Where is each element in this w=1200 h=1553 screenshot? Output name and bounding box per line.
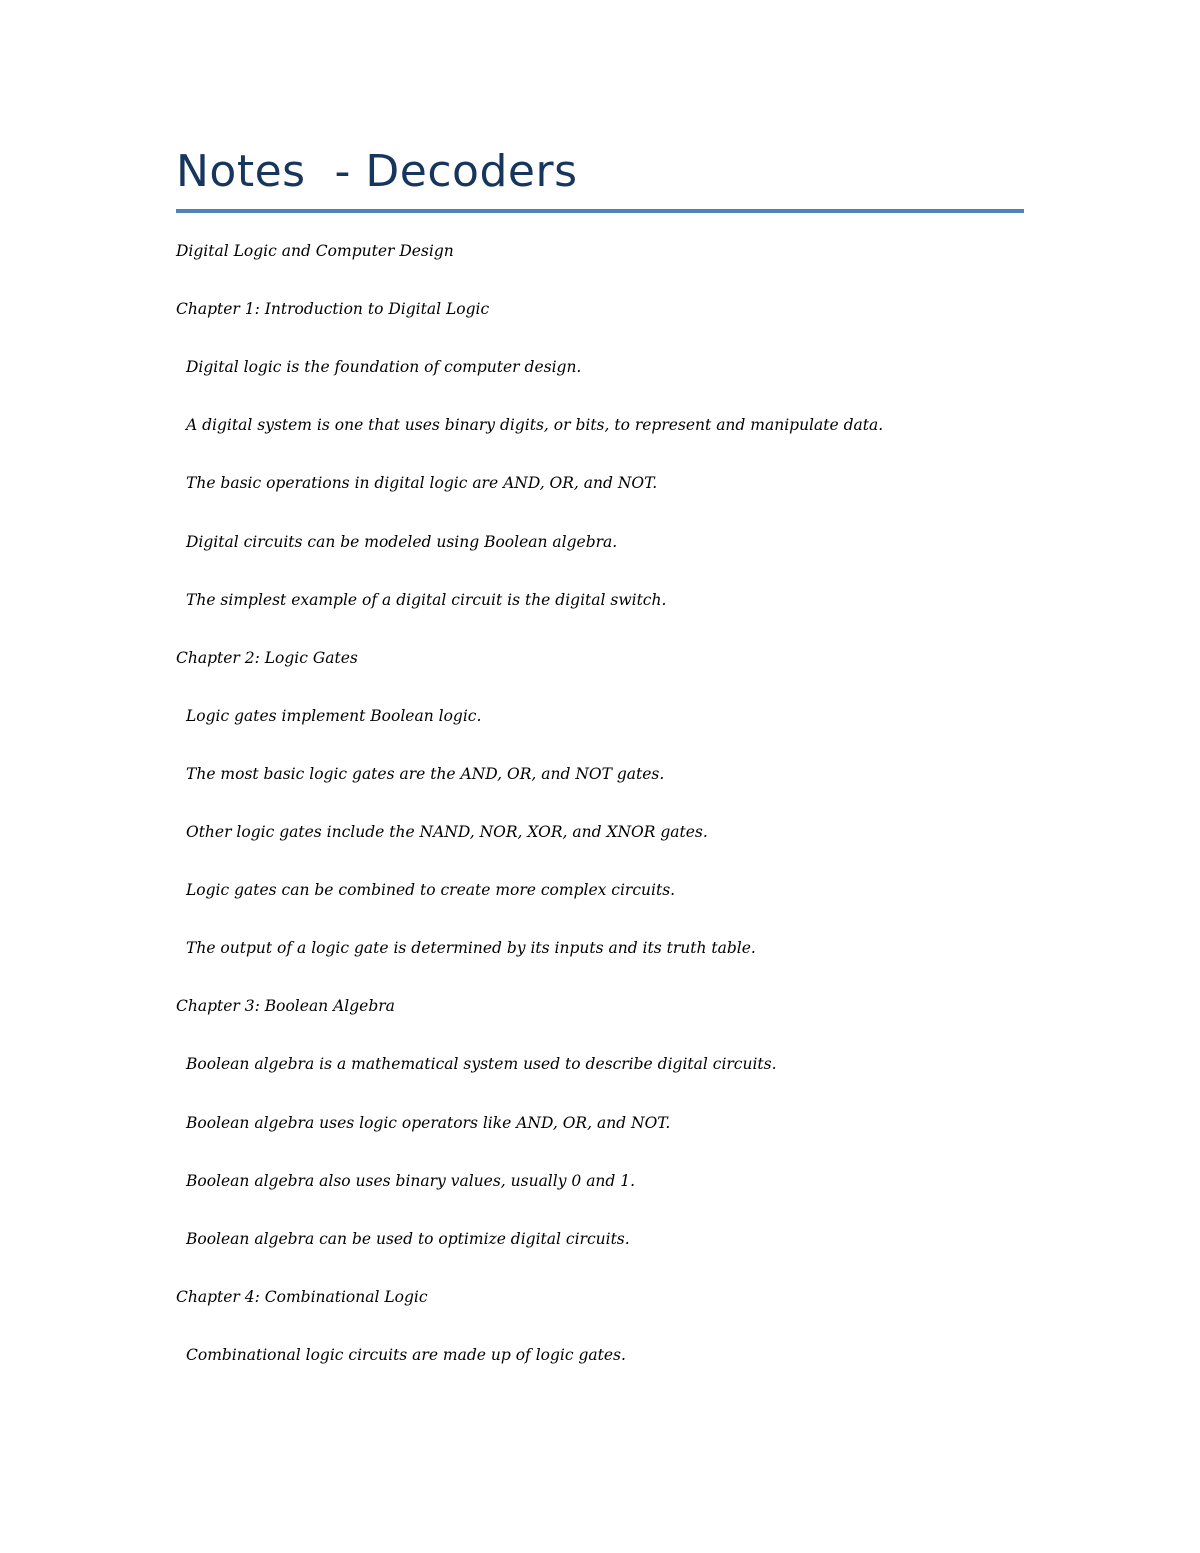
note-line: Digital logic is the foundation of computer design. [186,358,582,377]
section-heading: Chapter 1: Introduction to Digital Logic [176,300,490,319]
note-line: Logic gates can be combined to create more complex circuits. [186,881,676,900]
section-heading: Chapter 2: Logic Gates [176,648,358,667]
document-title: Notes - Decoders [176,146,578,197]
note-line: Other logic gates include the NAND, NOR, XOR, and XNOR gates. [186,823,708,841]
note-line: The simplest example of a digital circuit is the digital switch. [186,590,667,609]
note-line: A digital system is one that uses binary digits, or bits, to represent and manipulate data. [186,416,884,435]
note-line: The output of a logic gate is determined by its inputs and its truth table. [186,939,756,958]
note-line: Boolean algebra is a mathematical system used to describe digital circuits. [186,1055,777,1074]
section-heading: Chapter 3: Boolean Algebra [176,997,395,1016]
note-line: Boolean algebra uses logic operators like AND, OR, and NOT. [186,1113,671,1132]
note-line: Boolean algebra can be used to optimize digital circuits. [186,1229,630,1248]
note-line: Boolean algebra also uses binary values, usually 0 and 1. [186,1171,636,1190]
note-line: Digital circuits can be modeled using Boolean algebra. [186,532,618,551]
note-line: Combinational logic circuits are made up of logic gates. [186,1345,626,1364]
note-line: Logic gates implement Boolean logic. [186,706,482,725]
note-line: The basic operations in digital logic are AND, OR, and NOT. [186,474,658,493]
section-heading: Digital Logic and Computer Design [176,242,454,260]
note-line: The most basic logic gates are the AND, OR, and NOT gates. [186,764,665,783]
title-underline [176,209,1024,213]
section-heading: Chapter 4: Combinational Logic [176,1287,428,1306]
